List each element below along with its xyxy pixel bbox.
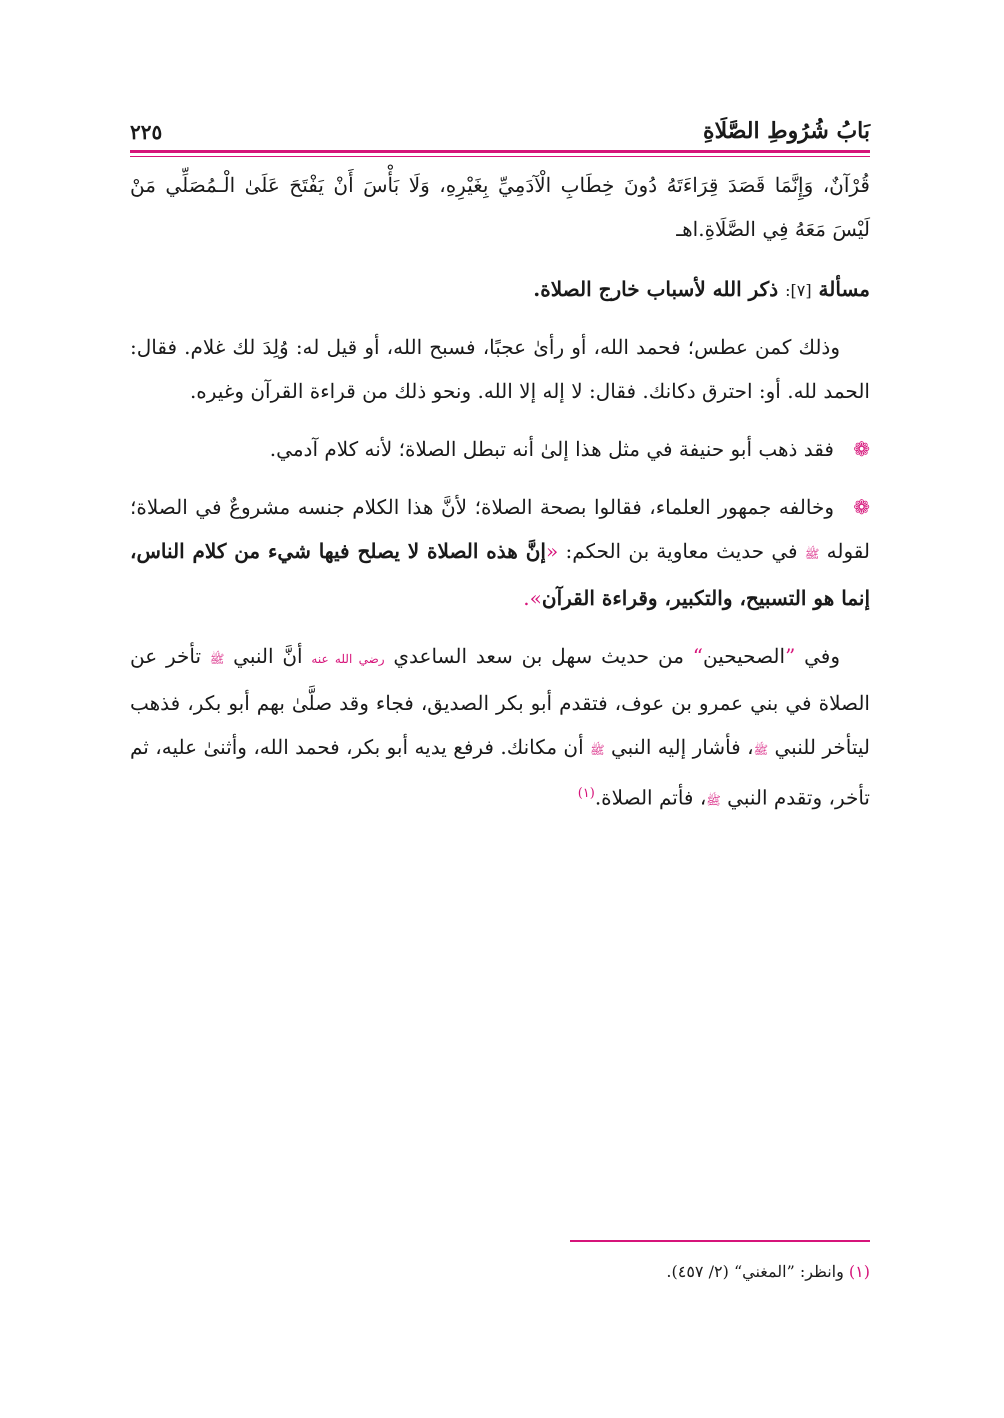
- para-2-text-f: أن مكانك. فرفع يديه أبو بكر، فحمد الله، وأثنىٰ عليه، ثم تأخر، وتقدم النبي: [130, 735, 870, 810]
- footnote-marker: (١): [848, 1262, 870, 1281]
- quoted-text: قُرْآنٌ، وَإِنَّمَا قَصَدَ قِرَاءَتَهُ دُونَ خِطَابِ الْآدَمِيِّ بِغَيْرِهِ، وَلَا بَأْسَ أَنْ يَفْتَحَ عَلَىٰ الْـمُصَلِّي مَنْ لَيْسَ مَعَهُ فِي الصَّلَاةِ.اهـ: [130, 173, 870, 241]
- source-quote-close: “: [692, 644, 703, 668]
- running-header: [130, 110, 870, 144]
- honorific-glyph: رضي الله عنه: [311, 652, 385, 666]
- bullet-paragraph-2: [130, 485, 870, 620]
- issue-label: مسألة: [818, 277, 870, 301]
- para-2-text-d: تأخر عن الصلاة في بني عمرو بن عوف، فتقدم أبو بكر الصديق، فجاء وقد صلَّىٰ بهم أبو بكر، فذهب ليتأخر للنبي: [130, 644, 871, 759]
- footnote-rule: [570, 1240, 870, 1242]
- quote-mark-open: «: [545, 539, 559, 563]
- issue-number: [٧]:: [785, 281, 812, 300]
- para-2-text-c: أنَّ النبي: [233, 644, 303, 668]
- footnote-ref[interactable]: (١): [577, 786, 595, 801]
- para-2-text-a: وفي: [804, 644, 841, 668]
- footnote: [666, 1262, 870, 1281]
- bullet-paragraph-1: [130, 427, 870, 471]
- quote-mark-close: ».: [523, 586, 542, 610]
- header-rule-thin: [130, 156, 870, 157]
- issue-title: ذكر الله لأسباب خارج الصلاة.: [533, 277, 779, 301]
- para-2-text-b: من حديث سهل بن سعد الساعدي: [393, 644, 684, 668]
- bullet-1-text: فقد ذهب أبو حنيفة في مثل هذا إلىٰ أنه تبطل الصلاة؛ لأنه كلام آدمي.: [269, 437, 834, 461]
- header-rule-thick: [130, 150, 870, 153]
- hadith-text: إنَّ هذه الصلاة لا يصلح فيها شيء من كلام الناس، إنما هو التسبيح، والتكبير، وقراءة القرآن: [130, 539, 870, 610]
- source-name: الصحيحين: [702, 644, 786, 668]
- footnote-text-after: (٢/ ٤٥٧).: [666, 1262, 729, 1281]
- page-body: [130, 110, 870, 823]
- paragraph-1: وذلك كمن عطس؛ فحمد الله، أو رأىٰ عجبًا، فسبح الله، أو قيل له: وُلِدَ لك غلام. فقال: الحمد لله. أو: احترق دكانك. فقال: لا إله إلا الله. ونحو ذلك من قراءة القرآن وغيره.: [130, 335, 870, 403]
- page-number: ٢٢٥: [130, 120, 163, 144]
- honorific-glyph: ﷺ: [753, 743, 769, 757]
- honorific-glyph: ﷺ: [804, 547, 820, 561]
- footnote-source: ”المغني“: [733, 1262, 795, 1281]
- footnote-text-before: وانظر:: [799, 1262, 844, 1281]
- bullet-2-text-b: في حديث معاوية بن الحكم:: [565, 539, 798, 563]
- para-2-text-g: ، فأتم الصلاة.: [594, 785, 707, 810]
- paragraph-2: [130, 634, 870, 823]
- flower-ornament-icon: ❁: [853, 495, 870, 519]
- honorific-glyph: ﷺ: [209, 652, 225, 666]
- honorific-glyph: ﷺ: [706, 793, 721, 808]
- bullet-2-text-a: وخالفه جمهور العلماء، فقالوا بصحة الصلاة؛ لأنَّ هذا الكلام جنسه مشروعٌ في الصلاة؛ لقوله: [130, 495, 871, 563]
- source-quote-open: ”: [785, 644, 796, 668]
- honorific-glyph: ﷺ: [590, 743, 605, 757]
- chapter-title: بَابُ شُرُوطِ الصَّلَاةِ: [703, 118, 870, 144]
- flower-ornament-icon: ❁: [853, 437, 870, 461]
- para-2-text-e: ، فأشار إليه النبي: [610, 735, 754, 759]
- issue-heading: [130, 269, 870, 311]
